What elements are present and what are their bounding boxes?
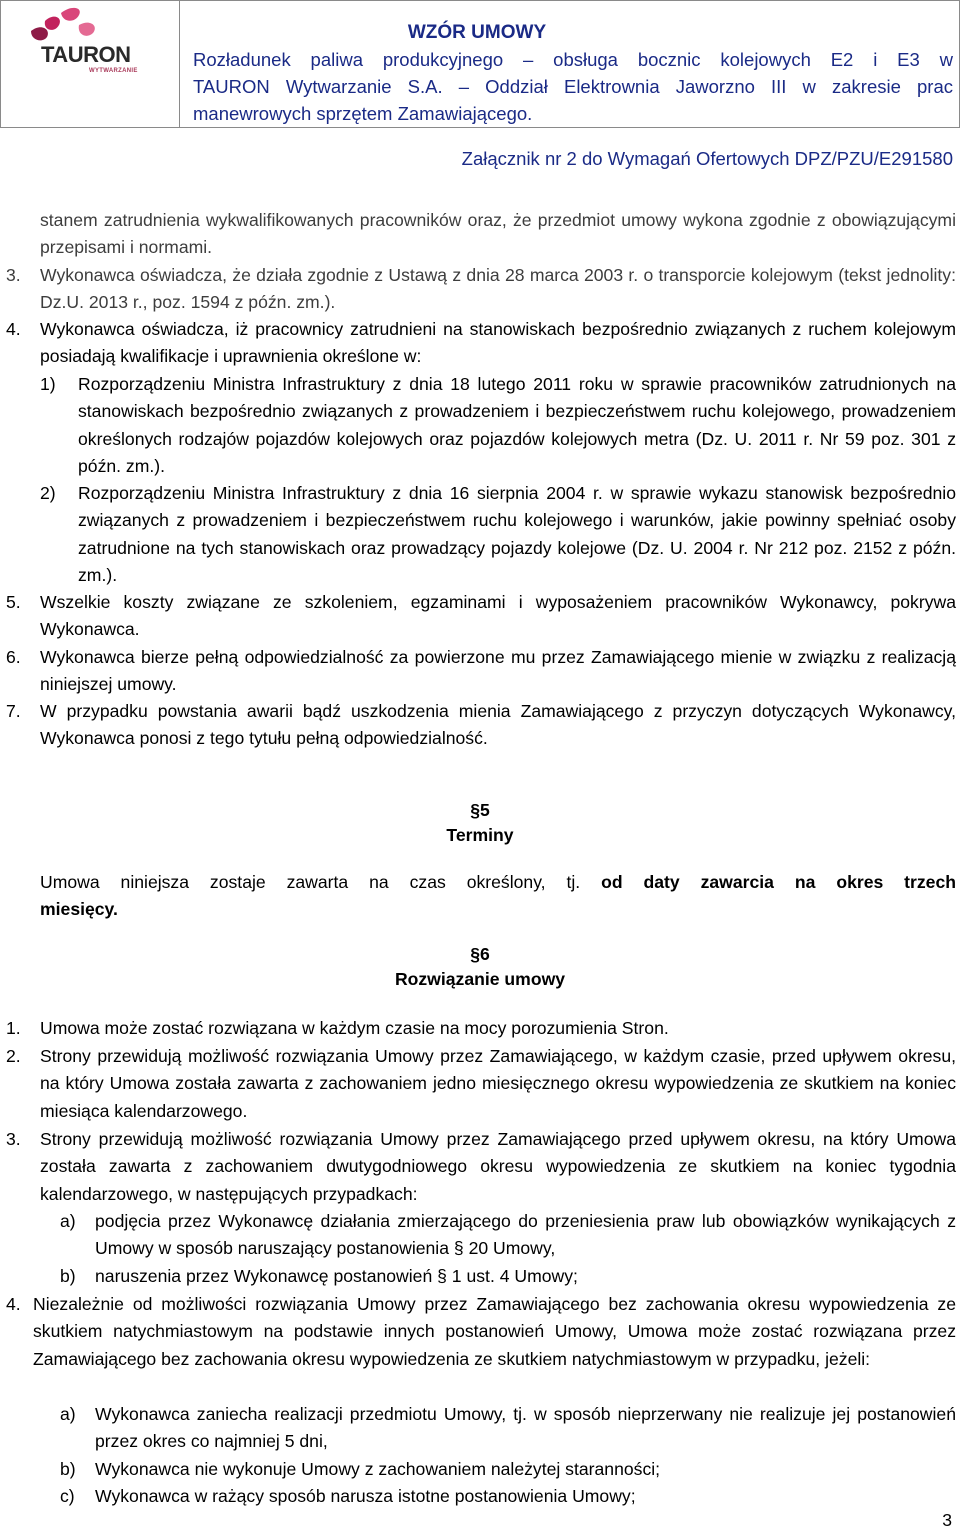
header-subject-line-3: manewrowych sprzętem Zamawiającego. — [193, 103, 533, 124]
item-number: 3. — [6, 265, 21, 285]
term-1-text: Umowa może zostać rozwiązana w każdym czasie na mocy porozumienia Stron. — [40, 1018, 669, 1038]
section-5-number: §5 — [470, 800, 490, 820]
item-number: 4. — [6, 1294, 21, 1314]
header-text — [193, 19, 953, 127]
item-6-text: Wykonawca bierze pełną odpowiedzialność za powierzone mu przez Zamawiającego mienie w związku z realizacją niniejszej umowy. — [40, 647, 956, 695]
subitem-letter: a) — [60, 1404, 76, 1424]
term-2-text: Strony przewidują możliwość rozwiązania Umowy przez Zamawiającego, w każdym czasie, przed upływem okresu, na który Umowa została zawarta z zachowaniem jedno miesięcznego okresu wypowiedzenia ze skutkiem na koniec miesiąca kalendarzowego. — [40, 1046, 956, 1121]
item-number: 7. — [6, 701, 21, 721]
item-number: 4. — [6, 319, 21, 339]
page-number: 3 — [942, 1510, 952, 1530]
item-number: 1. — [6, 1018, 21, 1038]
section-5-text-end: miesięcy. — [40, 899, 118, 919]
subitem-letter: b) — [60, 1266, 76, 1286]
term-4a-text: Wykonawca zaniecha realizacji przedmiotu Umowy, tj. w sposób nieprzerwany nie realizuje jej postanowień przez okres co najmniej 5 dni, — [95, 1404, 956, 1452]
term-4-text: Niezależnie od możliwości rozwiązania Umowy przez Zamawiającego bez zachowania okresu wypowiedzenia ze skutkiem natychmiastowym na podstawie innych postanowień Umowy, Umowa może zostać rozwiązana przez Zamawiającego bez zachowania okresu wypowiedzenia ze skutkiem natychmiastowym w przypadku, jeżeli: — [33, 1294, 956, 1369]
item-number: 5. — [6, 592, 21, 612]
item-4-2-text: Rozporządzeniu Ministra Infrastruktury z dnia 16 sierpnia 2004 r. w sprawie wykazu stanowisk bezpośrednio związanych z prowadzeniem i bezpieczeństwem ruchu kolejowego i warunków, jakie powinny spełniać osoby zatrudnione na tych stanowiskach oraz prowadzący pojazdy kolejowe (Dz. U. 2004 r. Nr 212 poz. 2152 z późn. zm.). — [78, 483, 956, 585]
header-subject-line-2: TAURON Wytwarzanie S.A. – Oddział Elektrownia Jaworzno III w zakresie prac — [193, 76, 953, 97]
logo-subtitle: WYTWARZANIE — [89, 68, 138, 74]
continuation-paragraph: stanem zatrudnienia wykwalifikowanych pracowników oraz, że przedmiot umowy wykona zgodnie z obowiązującymi przepisami i normami. — [40, 210, 956, 258]
subitem-letter: b) — [60, 1459, 76, 1479]
section-6-title: Rozwiązanie umowy — [394, 969, 566, 989]
term-3-text: Strony przewidują możliwość rozwiązania Umowy przez Zamawiającego przed upływem okresu, na który Umowa została zawarta z zachowaniem dwutygodniowego okresu wypowiedzenia ze skutkiem na koniec tygodnia kalendarzowego, w następujących przypadkach: — [40, 1129, 956, 1204]
item-3-text: Wykonawca oświadcza, że działa zgodnie z Ustawą z dnia 28 marca 2003 r. o transporcie kolejowym (tekst jednolity: Dz.U. 2013 r., poz. 1594 z późn. zm.). — [40, 265, 956, 313]
header-subject-line-1: Rozładunek paliwa produkcyjnego – obsługa bocznic kolejowych E2 i E3 w — [193, 49, 953, 70]
item-5-text: Wszelkie koszty związane ze szkoleniem, egzaminami i wyposażeniem pracowników Wykonawcy, pokrywa Wykonawca. — [40, 592, 956, 640]
header-title: WZÓR UMOWY — [407, 22, 547, 43]
section-5-title: Terminy — [446, 825, 514, 845]
subitem-number: 2) — [40, 483, 56, 503]
item-7-text: W przypadku powstania awarii bądź uszkodzenia mienia Zamawiającego z przyczyn dotyczących Wykonawcy, Wykonawca ponosi z tego tytułu pełną odpowiedzialność. — [40, 701, 956, 749]
item-4-text: Wykonawca oświadcza, iż pracownicy zatrudnieni na stanowiskach bezpośrednio związanych z ruchem kolejowym posiadają kwalifikacje i uprawnienia określone w: — [40, 319, 956, 367]
section-5-text: Umowa niniejsza zostaje zawarta na czas określony, tj. od daty zawarcia na okres trzech — [40, 872, 957, 892]
item-number: 6. — [6, 647, 21, 667]
logo-wordmark: TAURON — [41, 42, 131, 67]
subitem-letter: c) — [60, 1486, 75, 1506]
subitem-number: 1) — [40, 374, 56, 394]
term-4b-text: Wykonawca nie wykonuje Umowy z zachowaniem należytej staranności; — [95, 1459, 661, 1479]
document-header — [0, 0, 960, 128]
term-3a-text: podjęcia przez Wykonawcę działania zmierzającego do przeniesienia praw lub obowiązków wynikających z Umowy w sposób naruszający postanowienia § 20 Umowy, — [95, 1211, 956, 1259]
subitem-letter: a) — [60, 1211, 76, 1231]
section-6-number: §6 — [470, 944, 490, 964]
item-number: 2. — [6, 1046, 21, 1066]
item-number: 3. — [6, 1129, 21, 1149]
appendix-reference: Załącznik nr 2 do Wymagań Ofertowych DPZ/PZU/E291580 — [461, 148, 953, 169]
term-4c-text: Wykonawca w rażący sposób narusza istotne postanowienia Umowy; — [95, 1486, 636, 1506]
term-3b-text: naruszenia przez Wykonawcę postanowień § 1 ust. 4 Umowy; — [95, 1266, 578, 1286]
item-4-1-text: Rozporządzeniu Ministra Infrastruktury z dnia 18 lutego 2011 roku w sprawie pracowników zatrudnionych na stanowiskach bezpośrednio związanych z prowadzeniem i bezpieczeństwem ruchu kolejowego, prowadzeniem określonych rodzajów pojazdów kolejowych oraz pojazdów kolejowych metra (Dz. U. 2011 r. Nr 59 poz. 301 z późn. zm.). — [78, 374, 956, 476]
